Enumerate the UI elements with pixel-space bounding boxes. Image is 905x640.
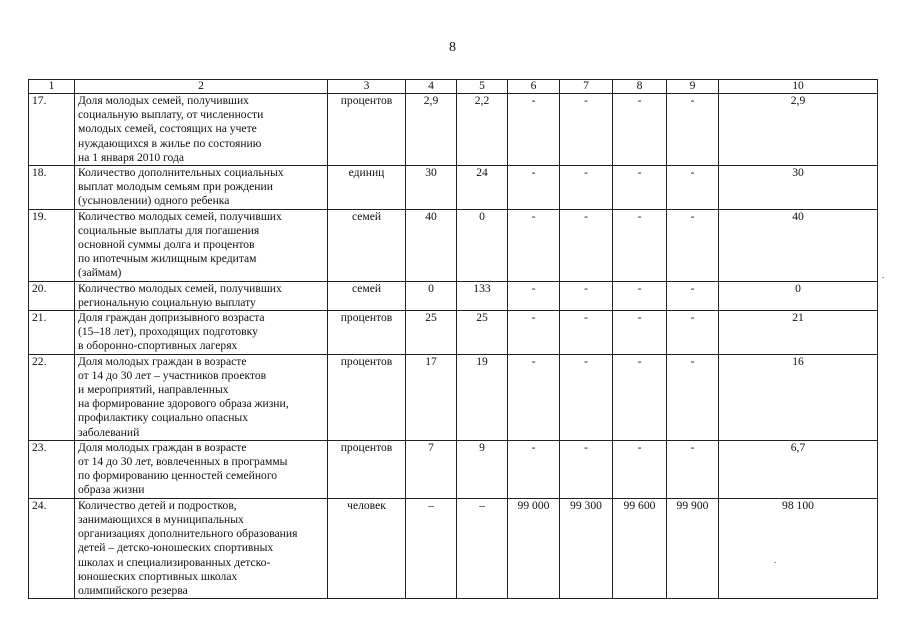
value-col-4: 30 (406, 166, 457, 210)
value-col-10: 21 (719, 311, 878, 355)
value-col-4: 7 (406, 440, 457, 498)
indicator-name: Количество молодых семей, получивших социальные выплаты для погашения основной суммы долга и процентов по ипотечным жилищным кредитам (займам) (75, 209, 328, 281)
value-col-4: 25 (406, 311, 457, 355)
value-col-5: 19 (457, 354, 508, 440)
header-col-8: 8 (613, 80, 667, 94)
value-col-7: - (560, 281, 613, 310)
value-col-10: 2,9 (719, 94, 878, 166)
value-col-4: 0 (406, 281, 457, 310)
row-number: 18. (29, 166, 75, 210)
header-col-3: 3 (328, 80, 406, 94)
value-col-6: - (508, 166, 560, 210)
table-row (29, 281, 878, 310)
header-col-7: 7 (560, 80, 613, 94)
unit: процентов (328, 94, 406, 166)
value-col-9: - (667, 166, 719, 210)
scan-speck (882, 277, 884, 278)
table-row (29, 354, 878, 440)
unit: семей (328, 209, 406, 281)
indicator-name: Доля граждан допризывного возраста (15–18 лет), проходящих подготовку в оборонно-спортивных лагерях (75, 311, 328, 355)
unit: процентов (328, 311, 406, 355)
value-col-8: - (613, 209, 667, 281)
table-row (29, 440, 878, 498)
value-col-8: - (613, 281, 667, 310)
value-col-5: – (457, 498, 508, 598)
indicator-name: Доля молодых граждан в возрасте от 14 до 30 лет, вовлеченных в программы по формированию ценностей семейного образа жизни (75, 440, 328, 498)
indicator-name: Количество дополнительных социальных выплат молодым семьям при рождении (усыновлении) одного ребенка (75, 166, 328, 210)
row-number: 19. (29, 209, 75, 281)
row-number: 21. (29, 311, 75, 355)
unit: процентов (328, 440, 406, 498)
value-col-7: - (560, 311, 613, 355)
value-col-10: 98 100 (719, 498, 878, 598)
value-col-5: 0 (457, 209, 508, 281)
value-col-10: 0 (719, 281, 878, 310)
unit: семей (328, 281, 406, 310)
header-col-1: 1 (29, 80, 75, 94)
row-number: 22. (29, 354, 75, 440)
header-col-4: 4 (406, 80, 457, 94)
row-number: 17. (29, 94, 75, 166)
table-header (29, 80, 878, 94)
value-col-9: 99 900 (667, 498, 719, 598)
value-col-5: 24 (457, 166, 508, 210)
unit: человек (328, 498, 406, 598)
value-col-10: 16 (719, 354, 878, 440)
value-col-5: 2,2 (457, 94, 508, 166)
value-col-8: - (613, 440, 667, 498)
value-col-8: - (613, 311, 667, 355)
value-col-6: - (508, 94, 560, 166)
table-row (29, 498, 878, 598)
value-col-6: - (508, 311, 560, 355)
header-col-10: 10 (719, 80, 878, 94)
row-number: 24. (29, 498, 75, 598)
value-col-7: - (560, 94, 613, 166)
page-number: 8 (449, 40, 456, 55)
table-row (29, 311, 878, 355)
value-col-7: - (560, 354, 613, 440)
value-col-9: - (667, 281, 719, 310)
value-col-8: - (613, 94, 667, 166)
value-col-6: - (508, 281, 560, 310)
indicators-table (28, 79, 878, 599)
unit: процентов (328, 354, 406, 440)
value-col-8: - (613, 166, 667, 210)
value-col-9: - (667, 354, 719, 440)
value-col-10: 6,7 (719, 440, 878, 498)
value-col-9: - (667, 94, 719, 166)
value-col-9: - (667, 440, 719, 498)
indicator-name: Количество детей и подростков, занимающихся в муниципальных организациях дополнительного образования детей – детско-юношеских спортивных школах и специализированных детско- юношеских спортивных школах олимпийского резерва (75, 498, 328, 598)
value-col-4: 17 (406, 354, 457, 440)
indicator-name: Доля молодых граждан в возрасте от 14 до 30 лет – участников проектов и мероприятий, направленных на формирование здорового образа жизни, профилактику социально опасных заболеваний (75, 354, 328, 440)
value-col-5: 25 (457, 311, 508, 355)
value-col-6: - (508, 354, 560, 440)
value-col-4: 40 (406, 209, 457, 281)
row-number: 23. (29, 440, 75, 498)
value-col-10: 30 (719, 166, 878, 210)
value-col-9: - (667, 209, 719, 281)
unit: единиц (328, 166, 406, 210)
value-col-6: 99 000 (508, 498, 560, 598)
header-col-2: 2 (75, 80, 328, 94)
value-col-5: 9 (457, 440, 508, 498)
header-col-5: 5 (457, 80, 508, 94)
value-col-7: - (560, 166, 613, 210)
indicator-name: Количество молодых семей, получивших региональную социальную выплату (75, 281, 328, 310)
header-col-9: 9 (667, 80, 719, 94)
header-col-6: 6 (508, 80, 560, 94)
table-row (29, 209, 878, 281)
value-col-4: – (406, 498, 457, 598)
table-row (29, 166, 878, 210)
value-col-8: - (613, 354, 667, 440)
value-col-8: 99 600 (613, 498, 667, 598)
value-col-7: 99 300 (560, 498, 613, 598)
value-col-9: - (667, 311, 719, 355)
value-col-7: - (560, 440, 613, 498)
value-col-4: 2,9 (406, 94, 457, 166)
value-col-6: - (508, 440, 560, 498)
value-col-5: 133 (457, 281, 508, 310)
value-col-10: 40 (719, 209, 878, 281)
value-col-7: - (560, 209, 613, 281)
row-number: 20. (29, 281, 75, 310)
table-row (29, 94, 878, 166)
scan-speck (774, 562, 776, 563)
header-row (29, 80, 878, 94)
indicator-name: Доля молодых семей, получивших социальную выплату, от численности молодых семей, состоящих на учете нуждающихся в жилье по состоянию на 1 января 2010 года (75, 94, 328, 166)
value-col-6: - (508, 209, 560, 281)
